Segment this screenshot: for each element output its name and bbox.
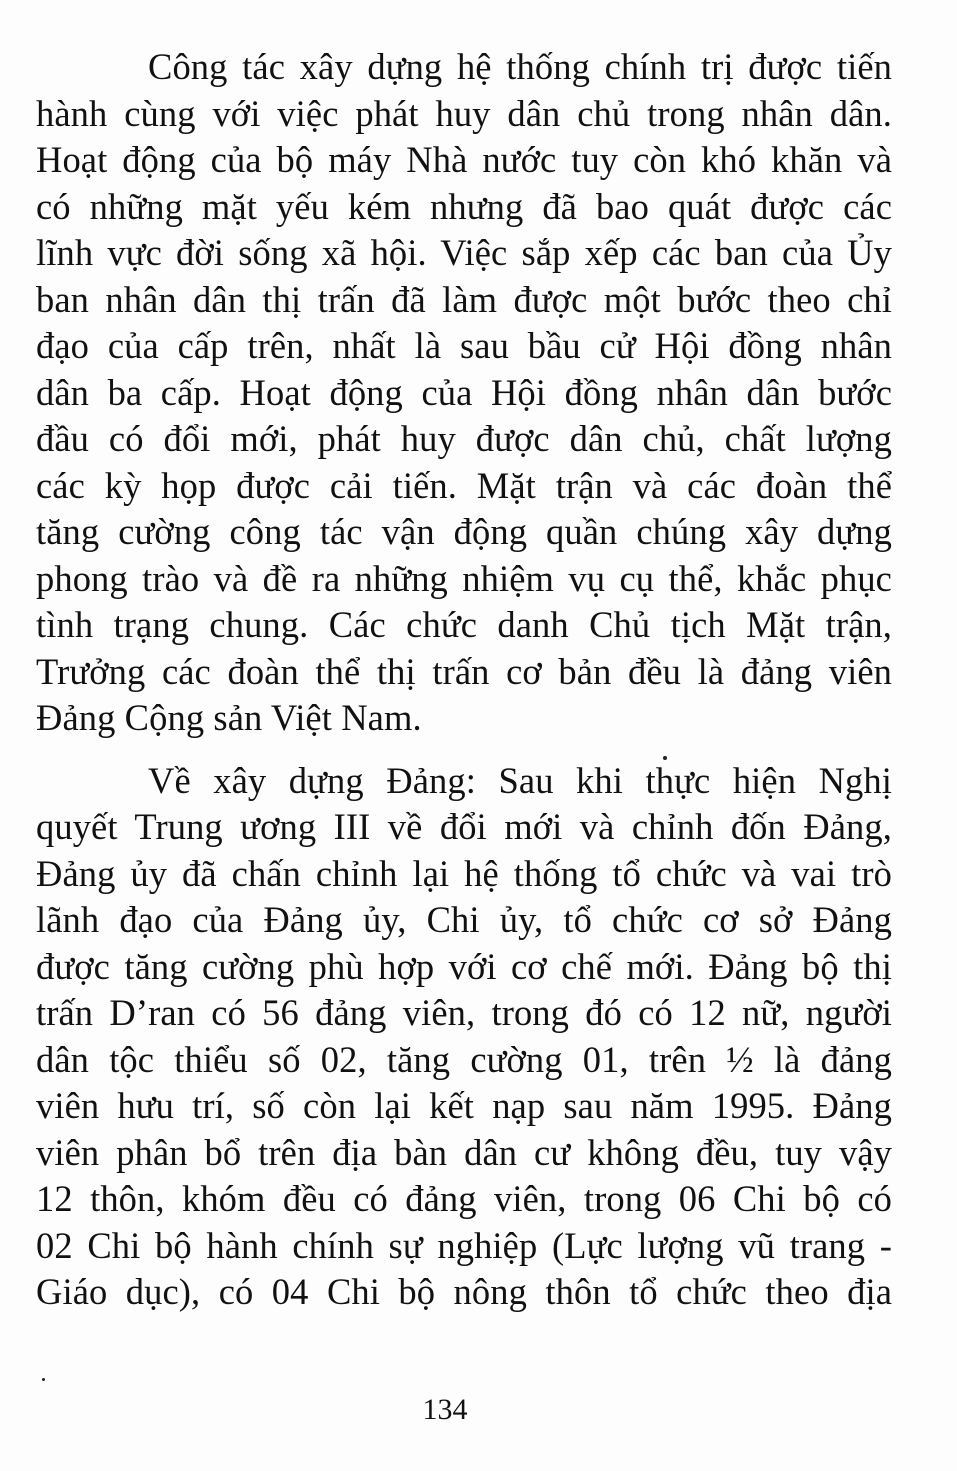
paragraph-party-building — [36, 758, 892, 1316]
text-line: lĩnh vực đời sống xã hội. Việc sắp xếp các ban của Ủy — [36, 232, 892, 273]
text-line: dân tộc thiểu số 02, tăng cường 01, trên ½ là đảng — [36, 1038, 892, 1080]
text-line: Công tác xây dựng hệ thống chính trị được tiến — [148, 46, 892, 87]
text-line: 12 thôn, khóm đều có đảng viên, trong 06 Chi bộ có — [36, 1178, 892, 1219]
text-line: 02 Chi bộ hành chính sự nghiệp (Lực lượng vũ trang - — [36, 1224, 892, 1266]
scan-speck — [663, 756, 667, 760]
text-line: lãnh đạo của Đảng ủy, Chi ủy, tổ chức cơ sở Đảng — [36, 899, 892, 940]
text-line: Đảng ủy đã chấn chỉnh lại hệ thống tổ chức và vai trò — [36, 852, 892, 894]
text-line: tăng cường công tác vận động quần chúng xây dựng — [36, 511, 892, 552]
text-line: viên hưu trí, số còn lại kết nạp sau năm 1995. Đảng — [36, 1085, 892, 1126]
text-line: Hoạt động của bộ máy Nhà nước tuy còn khó khăn và — [36, 139, 892, 180]
text-line: Đảng Cộng sản Việt Nam. — [36, 697, 422, 738]
text-line: các kỳ họp được cải tiến. Mặt trận và các đoàn thể — [36, 464, 892, 506]
page-number: 134 — [422, 1393, 468, 1426]
text-line: có những mặt yếu kém nhưng đã bao quát được các — [36, 185, 892, 227]
page-body — [36, 44, 892, 1316]
text-line: được tăng cường phù hợp với cơ chế mới. Đảng bộ thị — [36, 945, 892, 987]
text-line: đạo của cấp trên, nhất là sau bầu cử Hội đồng nhân — [36, 325, 892, 366]
paragraph-political-system — [36, 44, 892, 742]
text-line: quyết Trung ương III về đổi mới và chỉnh đốn Đảng, — [36, 806, 892, 847]
text-line: ban nhân dân thị trấn đã làm được một bước theo chỉ — [36, 278, 892, 320]
text-line: dân ba cấp. Hoạt động của Hội đồng nhân dân bước — [36, 371, 892, 413]
text-line: trấn D’ran có 56 đảng viên, trong đó có 12 nữ, người — [36, 992, 892, 1033]
text-line: viên phân bổ trên địa bàn dân cư không đều, tuy vậy — [36, 1131, 892, 1173]
scan-speck — [42, 1378, 45, 1381]
text-line: hành cùng với việc phát huy dân chủ trong nhân dân. — [36, 92, 892, 134]
text-line: phong trào và đề ra những nhiệm vụ cụ thể, khắc phục — [36, 557, 892, 599]
text-line: Về xây dựng Đảng: Sau khi thực hiện Nghị — [148, 759, 892, 801]
text-line: Giáo dục), có 04 Chi bộ nông thôn tổ chức theo địa — [36, 1271, 892, 1312]
text-line: Trưởng các đoàn thể thị trấn cơ bản đều là đảng viên — [36, 650, 892, 692]
text-line: đầu có đổi mới, phát huy được dân chủ, chất lượng — [36, 418, 892, 459]
text-line: tình trạng chung. Các chức danh Chủ tịch Mặt trận, — [36, 604, 892, 645]
